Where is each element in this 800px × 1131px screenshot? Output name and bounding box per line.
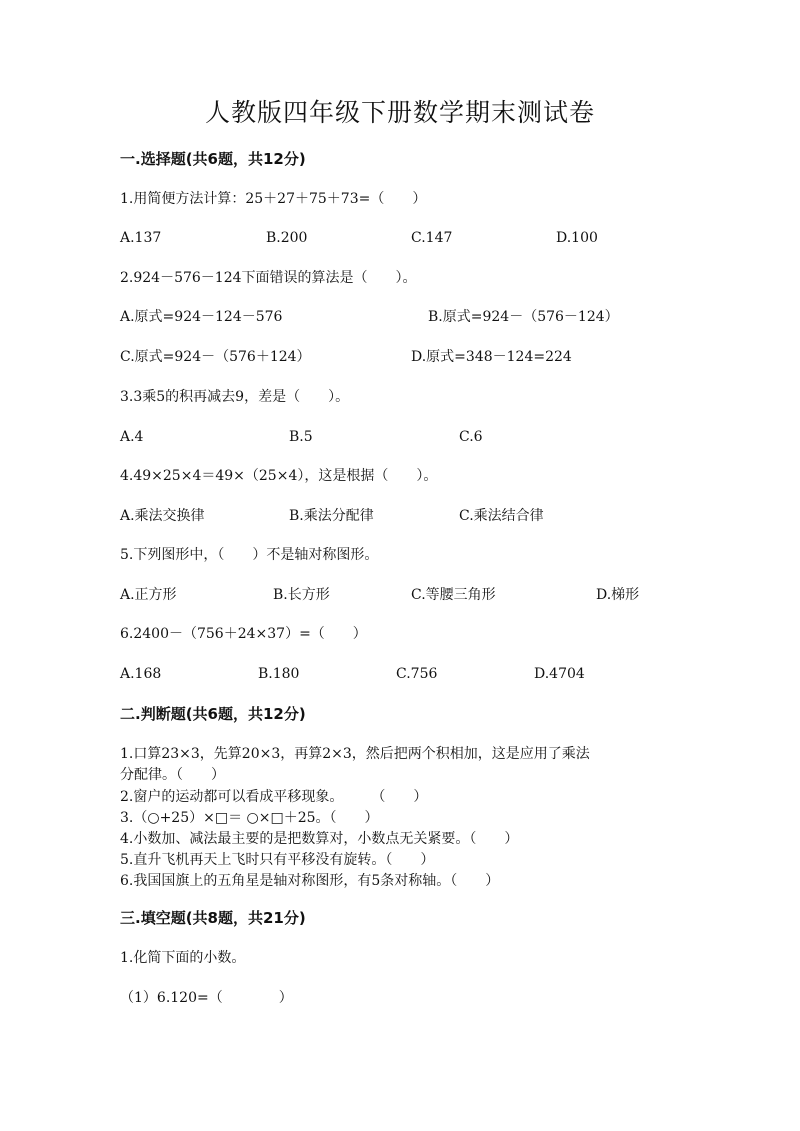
option-2c: C.原式=924－（576＋124） bbox=[120, 349, 311, 365]
question-judge-1: 1.口算23×3，先算20×3，再算2×3，然后把两个积相加，这是应用了乘法 bbox=[120, 746, 590, 762]
question-judge-2: 2.窗户的运动都可以看成平移现象。 （ ） bbox=[120, 789, 428, 805]
question-judge-3: 3.（○+25）×□＝ ○×□＋25。（ ） bbox=[120, 810, 379, 826]
option-1d: D.100 bbox=[556, 230, 598, 246]
option-4c: C.乘法结合律 bbox=[459, 508, 544, 524]
question-choice-1: 1.用简便方法计算：25＋27＋75＋73=（ ） bbox=[120, 191, 427, 207]
option-6a: A.168 bbox=[120, 666, 162, 682]
option-6c: C.756 bbox=[396, 666, 438, 682]
page-title: 人教版四年级下册数学期末测试卷 bbox=[204, 98, 595, 127]
option-2d: D.原式=348－124=224 bbox=[411, 349, 572, 365]
option-1c: C.147 bbox=[411, 230, 453, 246]
question-judge-1-cont: 分配律。（ ） bbox=[120, 767, 225, 783]
question-choice-5: 5.下列图形中，（ ）不是轴对称图形。 bbox=[120, 547, 379, 563]
option-5c: C.等腰三角形 bbox=[411, 587, 496, 603]
question-judge-5: 5.直升飞机再天上飞时只有平移没有旋转。（ ） bbox=[120, 852, 435, 868]
option-1b: B.200 bbox=[266, 230, 308, 246]
option-3a: A.4 bbox=[120, 429, 144, 445]
question-choice-2: 2.924－576－124下面错误的算法是（ ）。 bbox=[120, 270, 417, 286]
option-4a: A.乘法交换律 bbox=[120, 508, 205, 524]
option-5b: B.长方形 bbox=[273, 587, 330, 603]
section-heading-choice: 一.选择题(共6题，共12分) bbox=[120, 150, 306, 168]
option-5d: D.梯形 bbox=[596, 587, 640, 603]
option-3b: B.5 bbox=[289, 429, 313, 445]
option-2a: A.原式=924－124－576 bbox=[120, 309, 283, 325]
option-1a: A.137 bbox=[120, 230, 162, 246]
question-choice-4: 4.49×25×4＝49×（25×4），这是根据（ ）。 bbox=[120, 468, 438, 484]
option-4b: B.乘法分配律 bbox=[289, 508, 374, 524]
question-choice-6: 6.2400－（756＋24×37）=（ ） bbox=[120, 626, 367, 642]
section-heading-judge: 二.判断题(共6题，共12分) bbox=[120, 705, 306, 723]
option-6d: D.4704 bbox=[534, 666, 585, 682]
question-fill-1: 1.化简下面的小数。 bbox=[120, 950, 246, 966]
option-2b: B.原式=924－（576－124） bbox=[428, 309, 619, 325]
question-judge-6: 6.我国国旗上的五角星是轴对称图形，有5条对称轴。（ ） bbox=[120, 873, 500, 889]
option-3c: C.6 bbox=[459, 429, 483, 445]
question-fill-1-part-1: （1）6.120=（ ） bbox=[120, 990, 293, 1006]
question-judge-4: 4.小数加、减法最主要的是把数算对，小数点无关紧要。（ ） bbox=[120, 831, 519, 847]
section-heading-fill: 三.填空题(共8题，共21分) bbox=[120, 909, 306, 927]
option-5a: A.正方形 bbox=[120, 587, 177, 603]
option-6b: B.180 bbox=[258, 666, 300, 682]
question-choice-3: 3.3乘5的积再减去9，差是（ ）。 bbox=[120, 389, 350, 405]
